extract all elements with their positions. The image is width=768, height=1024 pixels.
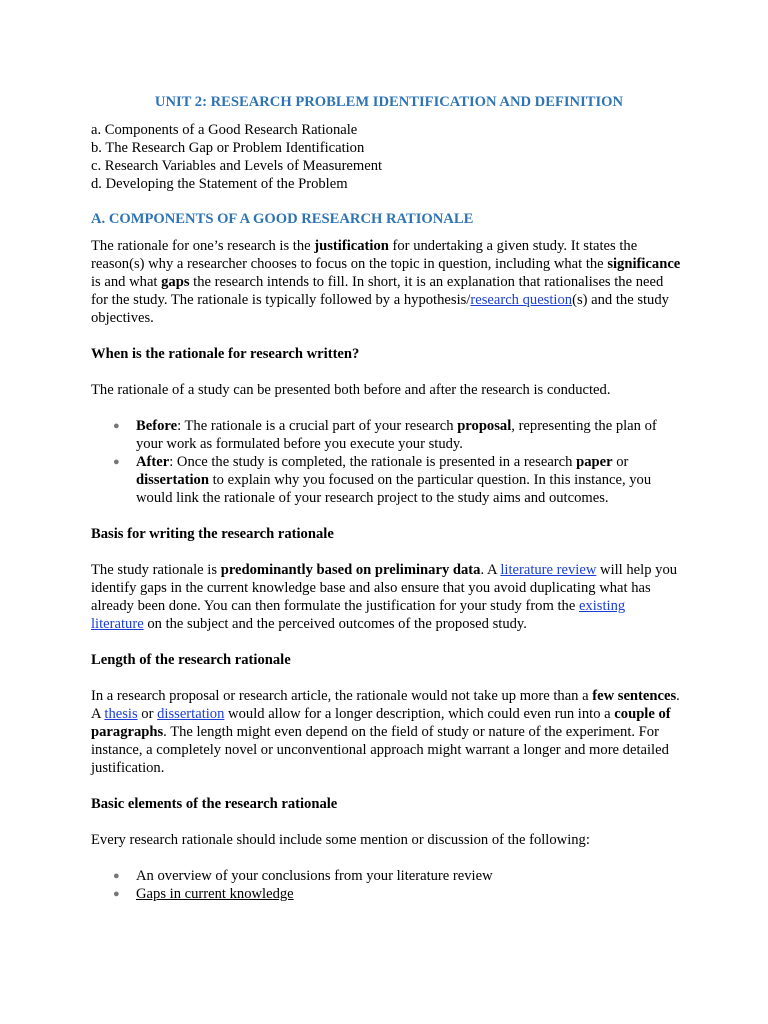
bold-text: couple of paragraphs (91, 706, 671, 740)
bullet-icon: ● (113, 456, 120, 468)
research-question-link[interactable]: research question (470, 292, 573, 308)
document-body (91, 93, 681, 921)
text: The study rationale is (91, 562, 221, 578)
elements-list (91, 867, 681, 903)
list-item (91, 885, 681, 903)
bold-text: proposal (457, 418, 512, 434)
text: on the subject and the perceived outcomes of the proposed study. (143, 616, 527, 632)
bold-text: Before (136, 418, 178, 434)
section-heading: A. COMPONENTS OF A GOOD RESEARCH RATIONALE (91, 211, 474, 227)
length-paragraph (91, 687, 681, 777)
text: or (612, 454, 629, 470)
bullet-icon: ● (113, 420, 120, 432)
toc-item: a. Components of a Good Research Rationale (91, 122, 358, 138)
list-item (91, 417, 681, 453)
text: (s) and the study objectives. (91, 292, 669, 326)
subheading-basis: Basis for writing the research rationale (91, 526, 334, 542)
text: the research intends to fill. In short, it is an explanation that rationalises the need for the study. The rationale is typically followed by a hypothesis/ (91, 274, 664, 308)
text: . A (91, 688, 680, 722)
text: will help you identify gaps in the current knowledge base and also ensure that you avoid duplicating what has already been done. You can then formulate the justification for your study from the (91, 562, 678, 614)
text: is and what (91, 274, 162, 290)
when-list (91, 417, 681, 507)
text: , representing the plan of your work as formulated before you execute your study. (136, 418, 657, 452)
elements-paragraph: Every research rationale should include some mention or discussion of the following: (91, 832, 590, 848)
basis-paragraph (91, 561, 681, 633)
existing-literature-link[interactable]: existing literature (91, 598, 626, 632)
text: In a research proposal or research article, the rationale would not take up more than a (91, 688, 593, 704)
subheading-elements: Basic elements of the research rationale (91, 796, 338, 812)
toc-item: d. Developing the Statement of the Problem (91, 176, 348, 192)
text: : The rationale is a crucial part of your research (177, 418, 458, 434)
bold-text: few sentences (592, 688, 677, 704)
text: . A (480, 562, 501, 578)
bold-text: predominantly based on preliminary data (220, 562, 481, 578)
text: to explain why you focused on the particular question. In this instance, you would link the rationale of your research project to the study aims and outcomes. (136, 472, 652, 506)
bold-text: significance (607, 256, 681, 272)
bold-text: paper (576, 454, 613, 470)
bold-text: dissertation (136, 472, 209, 488)
bold-text: gaps (161, 274, 190, 290)
bullet-icon: ● (113, 870, 120, 882)
intro-paragraph (91, 237, 681, 327)
subheading-when: When is the rationale for research written? (91, 346, 360, 362)
list-item (91, 453, 681, 507)
list-item (91, 867, 681, 885)
text: The rationale for one’s research is the (91, 238, 315, 254)
text: . The length might even depend on the field of study or nature of the experiment. For instance, a completely novel or unconventional approach might warrant a longer and more detailed justification. (91, 724, 669, 776)
text: for undertaking a given study. It states the reason(s) why a researcher chooses to focus on the topic in question, including what the (91, 238, 638, 272)
table-of-contents (91, 121, 681, 193)
text: : Once the study is completed, the rationale is presented in a research (169, 454, 577, 470)
toc-item: b. The Research Gap or Problem Identification (91, 140, 365, 156)
bold-text: After (136, 454, 170, 470)
dissertation-link[interactable]: dissertation (157, 706, 225, 722)
when-paragraph: The rationale of a study can be presented both before and after the research is conducted. (91, 382, 611, 398)
gaps-link[interactable]: Gaps in current knowledge (136, 886, 294, 902)
text: would allow for a longer description, which could even run into a (224, 706, 615, 722)
subheading-length: Length of the research rationale (91, 652, 291, 668)
text: An overview of your conclusions from your literature review (136, 868, 493, 884)
bullet-icon: ● (113, 888, 120, 900)
thesis-link[interactable]: thesis (104, 706, 138, 722)
bold-text: justification (314, 238, 389, 254)
literature-review-link[interactable]: literature review (500, 562, 597, 578)
toc-item: c. Research Variables and Levels of Measurement (91, 158, 383, 174)
unit-title: UNIT 2: RESEARCH PROBLEM IDENTIFICATION AND DEFINITION (154, 94, 624, 110)
text: or (137, 706, 158, 722)
